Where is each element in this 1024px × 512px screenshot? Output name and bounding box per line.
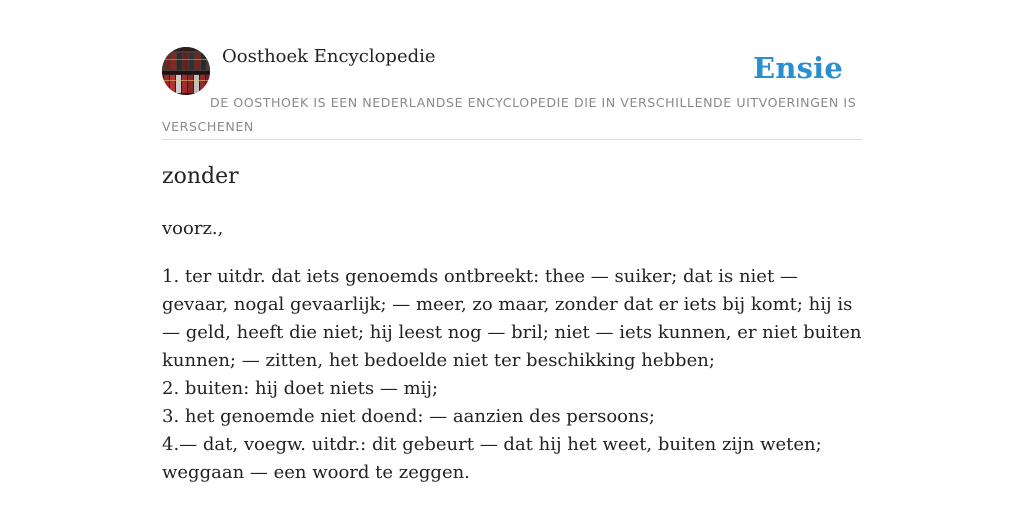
site-tagline: DE OOSTHOEK IS EEN NEDERLANDSE ENCYCLOPEDIE DIE IN VERSCHILLENDE UITVOERINGEN IS VERSCHENEN xyxy=(162,95,857,134)
site-name-link[interactable]: Oosthoek Encyclopedie xyxy=(222,46,436,67)
definition-body xyxy=(162,263,862,487)
header-divider xyxy=(162,139,862,140)
entry-title: zonder xyxy=(162,164,239,189)
definition-item: 4.— dat, voegw. uitdr.: dit gebeurt — dat hij het weet, buiten zijn weten; weggaan — een woord te zeggen. xyxy=(162,434,822,483)
definition-item: 1. ter uitdr. dat iets genoemds ontbreekt: thee — suiker; dat is niet — gevaar, nogal gevaarlijk; — meer, zo maar, zonder dat er iets bij komt; hij is — geld, heeft die niet; hij leest nog — bril; niet — iets kunnen, er niet buiten kunnen; — zitten, het bedoelde niet ter beschikking hebben; xyxy=(162,266,862,371)
part-of-speech: voorz., xyxy=(162,218,224,239)
definition-item: 3. het genoemde niet doend: — aanzien des persoons; xyxy=(162,406,655,427)
books-avatar-icon[interactable] xyxy=(162,47,210,95)
definition-item: 2. buiten: hij doet niets — mij; xyxy=(162,378,439,399)
ensie-logo-link[interactable]: Ensie xyxy=(753,51,843,85)
